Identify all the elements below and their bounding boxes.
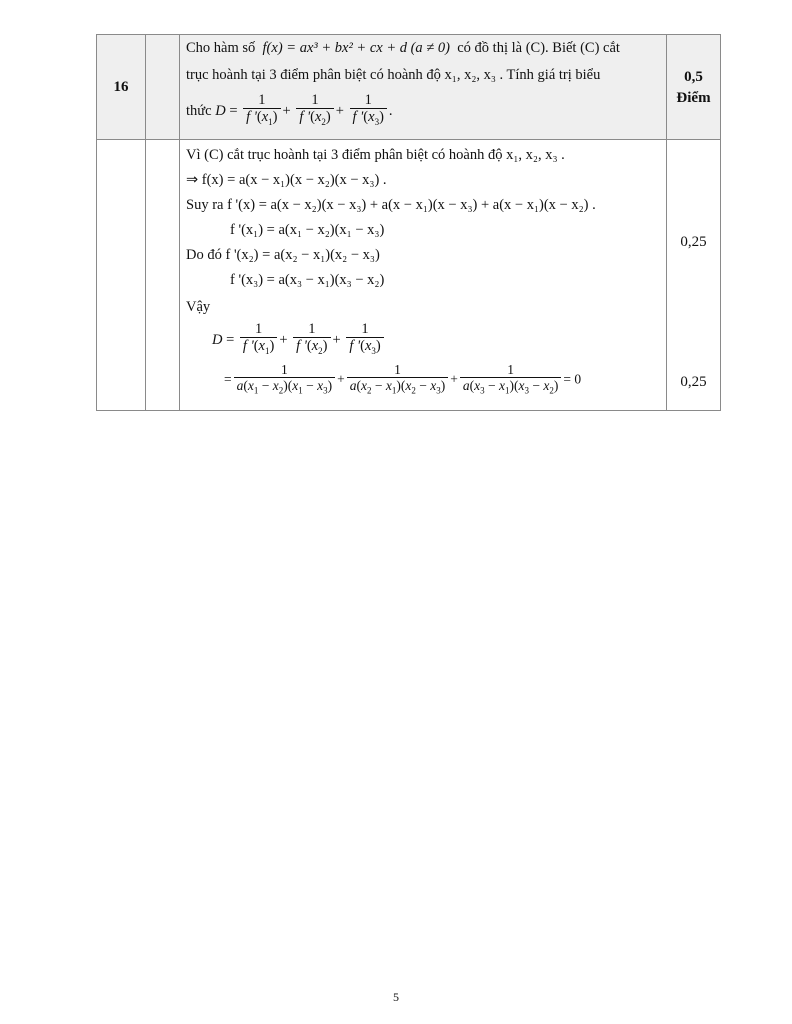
solution-line-6: f '(x₃) = a(x₃ − x₁)(x₃ − x₂) — [230, 272, 385, 288]
question-number: 16 — [97, 35, 146, 140]
points-unit: Điểm — [676, 90, 711, 106]
solution-line-1: Vì (C) cắt trục hoành tại 3 điểm phân biệt có hoành độ x₁, x₂, x₃ . — [186, 147, 565, 163]
fraction: $\frac{1}{f '(x_3)}$ — [346, 322, 383, 359]
prompt-line-2: trục hoành tại 3 điểm phân biệt có hoành độ x₁, x₂, x₃ . Tính giá trị biểu — [186, 67, 601, 83]
points-value: 0,5 — [684, 69, 703, 85]
score-value: 0,25 — [680, 234, 707, 250]
solution-line-4: f '(x₁) = a(x₁ − x₂)(x₁ − x₃) — [230, 222, 385, 238]
empty-cell — [97, 140, 146, 411]
prompt-text: Cho hàm số — [186, 40, 256, 56]
page-number: 5 — [393, 990, 399, 1004]
solution-prefix: Do đó — [186, 247, 222, 263]
fraction: $\frac{1}{f '(x_1)}$ — [243, 93, 280, 130]
expanded-expression: = $\frac{1}{a(x_1 - x_2)(x_1 - x_3)}$ + $\frac{1}{a(x_2 - x_1)(x_2 - x_3)}$ + $\frac{1}{a(x_3 - x_1)(x_3 - x_2)}$ = 0 — [186, 362, 660, 404]
prompt-text: có đồ thị là — [457, 40, 523, 56]
solution-expr: f '(x₂) = a(x₂ − x₁)(x₂ − x₃) — [225, 247, 380, 263]
function-formula: f(x) = ax³ + bx² + cx + d (a ≠ 0) — [262, 40, 450, 56]
prompt-text: thức — [186, 102, 212, 119]
score-value: 0,25 — [680, 374, 707, 390]
sum-expression: D = $\frac{1}{f '(x_1)}$ + $\frac{1}{f '(x_2)}$ + $\frac{1}{f '(x_3)}$ — [186, 322, 660, 362]
prompt-text: (C). Biết (C) cắt — [525, 40, 620, 56]
fraction: $\frac{1}{a(x_2 - x_1)(x_2 - x_3)}$ — [347, 362, 449, 399]
solution-line-2: ⇒ f(x) = a(x − x₁)(x − x₂)(x − x₃) . — [186, 172, 387, 188]
points-cell — [667, 35, 721, 140]
empty-cell — [146, 35, 180, 140]
final-result: = 0 — [563, 371, 582, 387]
solution-row — [97, 140, 721, 411]
solution-prefix: Suy ra — [186, 197, 224, 213]
question-prompt: Cho hàm số f(x) = ax³ + bx² + cx + d (a ≠ 0) có đồ thị là (C). Biết (C) cắt trục hoành tại 3 điểm phân biệt có hoành độ x₁, x₂, x₃ . Tính giá trị biểu thức D = $\frac{1}{f '(x_1)}$ + $\frac{1}{f '(x_2)}$ + $\frac{1}{f '(x_3)}$ . — [180, 35, 667, 140]
fraction: $\frac{1}{f '(x_2)}$ — [293, 322, 330, 359]
answer-table — [96, 34, 721, 411]
fraction: $\frac{1}{a(x_1 - x_2)(x_1 - x_3)}$ — [234, 362, 336, 399]
fraction: $\frac{1}{f '(x_1)}$ — [240, 322, 277, 359]
empty-cell — [146, 140, 180, 411]
fraction: $\frac{1}{f '(x_3)}$ — [350, 93, 387, 130]
question-row — [97, 35, 721, 140]
score-cell — [667, 140, 721, 411]
solution-line-7: Vậy — [186, 299, 211, 315]
fraction: $\frac{1}{a(x_3 - x_1)(x_3 - x_2)}$ — [460, 362, 562, 399]
solution-content — [180, 140, 667, 411]
fraction: $\frac{1}{f '(x_2)}$ — [296, 93, 333, 130]
solution-expr: f '(x) = a(x − x₂)(x − x₃) + a(x − x₁)(x − x₃) + a(x − x₁)(x − x₂) . — [227, 197, 596, 213]
